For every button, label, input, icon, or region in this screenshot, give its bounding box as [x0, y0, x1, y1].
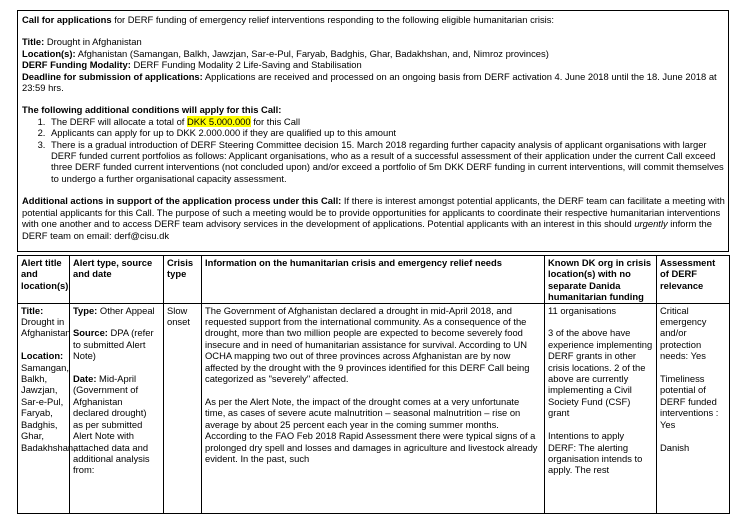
call-intro-bold: Call for applications	[22, 14, 112, 25]
call-locations-label: Location(s):	[22, 47, 76, 59]
column-header: Alert title and location(s)	[18, 256, 70, 304]
call-deadline	[22, 71, 725, 94]
conditions-heading	[22, 104, 725, 115]
call-title-value: Drought in Afghanistan	[44, 36, 142, 48]
source-label: Source:	[73, 327, 108, 339]
call-intro-text: for DERF funding of emergency relief interventions responding to the following eligible humanitarian crisis:	[111, 14, 555, 25]
orgs-paragraph: 3 of the above have experience implementing DERF grants in other crisis locations. 2 of the above are currently implementing a Civil Society Fund (CSF) grant	[548, 327, 653, 419]
call-modality	[22, 59, 725, 70]
cell-derf-relevance	[657, 303, 730, 513]
condition-1-post: for this Call	[250, 115, 301, 127]
condition-item: 3. There is a gradual introduction of DERF Steering Committee decision 15. March 2018 regarding further capacity analysis of applicant organisations with larger DERF funded current portfolios as follows: Applicant organisations, who as a result of a successful assessment of their application under the current Call exceed three DERF funded current interventions (not concluded upon) and/or exceed a portfolio of 5m DKK DERF funding in current interventions, will commit themselves to undergo a further organisational capacity assessment.	[48, 139, 725, 185]
call-modality-label: DERF Funding Modality:	[22, 59, 131, 71]
cell-alert-type	[70, 303, 164, 513]
type-label: Type:	[73, 304, 98, 316]
info-paragraph: The Government of Afghanistan declared a drought in mid-April 2018, and requested support from the international community. As a consequence of the drought, more than two million people are expected to become severely food insecure and in need of humanitarian assistance for survival. According to UN OCHA mapping two out of three provinces across Afghanistan are by now affected by the drought with the 9 provinces identified for this DERF Call being categorized as "severely" affected.	[205, 304, 530, 385]
cell-crisis-info	[202, 303, 545, 513]
call-locations-value: Afghanistan (Samangan, Balkh, Jawzjan, Sar-e-Pul, Faryab, Badghis, Ghar, Badakhshan, and, Nimroz provinces)	[75, 47, 549, 59]
additional-actions-text: If there is interest amongst potential applicants, the DERF team can facilitate a meeting with potential applicants for this Call. The purpose of such a meeting would be to provide opportunities for applicants to coordinate their respective humanitarian interventions with one another and to access DERF team advisory services in the development of applications. Potential applicants with an interest in this should	[22, 195, 725, 230]
call-deadline-value: Applications are received and processed on an ongoing basis from DERF activation 4. June 2018 until the 18. June 2018 at 23:59 hrs.	[22, 70, 717, 94]
call-deadline-label: Deadline for submission of applications:	[22, 70, 203, 82]
allocation-amount-highlight: DKK 5.000.000	[187, 115, 251, 127]
type-value: Other Appeal	[97, 304, 155, 316]
location-label: Location:	[21, 350, 64, 362]
info-paragraph: As per the Alert Note, the impact of the drought comes at a very unfortunate time, as cases of severe acute malnutrition – seasonal malnutrition – rise on average by about 25 percent each year in the coming summer months. According to the FAO Feb 2018 Rapid Assessment there were typical signs of a prolonged dry spell and losses and damages in agriculture and livestock already evident. In the past, such	[205, 395, 538, 464]
alert-table	[17, 255, 730, 514]
call-title	[22, 36, 725, 47]
column-header: Crisis type	[164, 256, 202, 304]
conditions-list	[22, 116, 725, 184]
column-header: Alert type, source and date	[70, 256, 164, 304]
call-title-label: Title:	[22, 36, 45, 48]
table-row	[18, 303, 730, 513]
additional-actions-bold: Additional actions in support of the application process under this Call:	[22, 195, 342, 207]
date-value: Mid-April (Government of Afghanistan declared drought)	[73, 373, 147, 419]
call-modality-value: DERF Funding Modality 2 Life-Saving and Stabilisation	[130, 59, 362, 71]
call-box	[17, 10, 729, 252]
relevance-paragraph: Timeliness potential of DERF funded interventions : Yes	[660, 373, 719, 430]
relevance-paragraph: Danish	[660, 441, 690, 453]
condition-item	[48, 116, 725, 127]
title-label: Title:	[21, 304, 44, 316]
orgs-paragraph: 11 organisations	[548, 304, 617, 316]
column-header: Assessment of DERF relevance	[657, 256, 730, 304]
date-more: as per submitted Alert Note with attached data and additional analysis from:	[73, 418, 150, 476]
cell-known-dk-orgs	[545, 303, 657, 513]
column-header: Information on the humanitarian crisis and emergency relief needs	[202, 256, 545, 304]
orgs-paragraph: Intentions to apply DERF: The alerting organisation intends to apply. The rest	[548, 430, 643, 476]
condition-item: 2. Applicants can apply for up to DKK 2.000.000 if they are qualified up to this amount	[48, 127, 725, 138]
call-locations	[22, 48, 725, 59]
source-value: DPA (refer to submitted Alert Note)	[73, 327, 154, 362]
title-value: Drought in Afghanistan	[21, 316, 71, 339]
additional-actions-text-end: inform the DERF team on email: derf@cisu.dk	[22, 218, 712, 241]
date-label: Date:	[73, 373, 97, 385]
cell-alert-title	[18, 303, 76, 513]
relevance-paragraph: Critical emergency and/or protection needs: Yes	[660, 304, 707, 362]
location-value: Samangan, Balkh, Jawzjan, Sar-e-Pul, Faryab, Badghis, Ghar, Badakhshan,	[21, 361, 76, 453]
additional-actions	[22, 195, 725, 241]
table-header-row	[18, 256, 730, 304]
call-intro	[22, 14, 725, 25]
conditions-heading-text: The following additional conditions will apply for this Call:	[22, 104, 282, 116]
cell-crisis-type: Slow onset	[164, 303, 202, 513]
condition-1-pre: The DERF will allocate a total of	[51, 115, 187, 127]
column-header: Known DK org in crisis location(s) with no separate Danida humanitarian funding	[545, 256, 657, 304]
additional-actions-italic: urgently	[634, 218, 668, 230]
